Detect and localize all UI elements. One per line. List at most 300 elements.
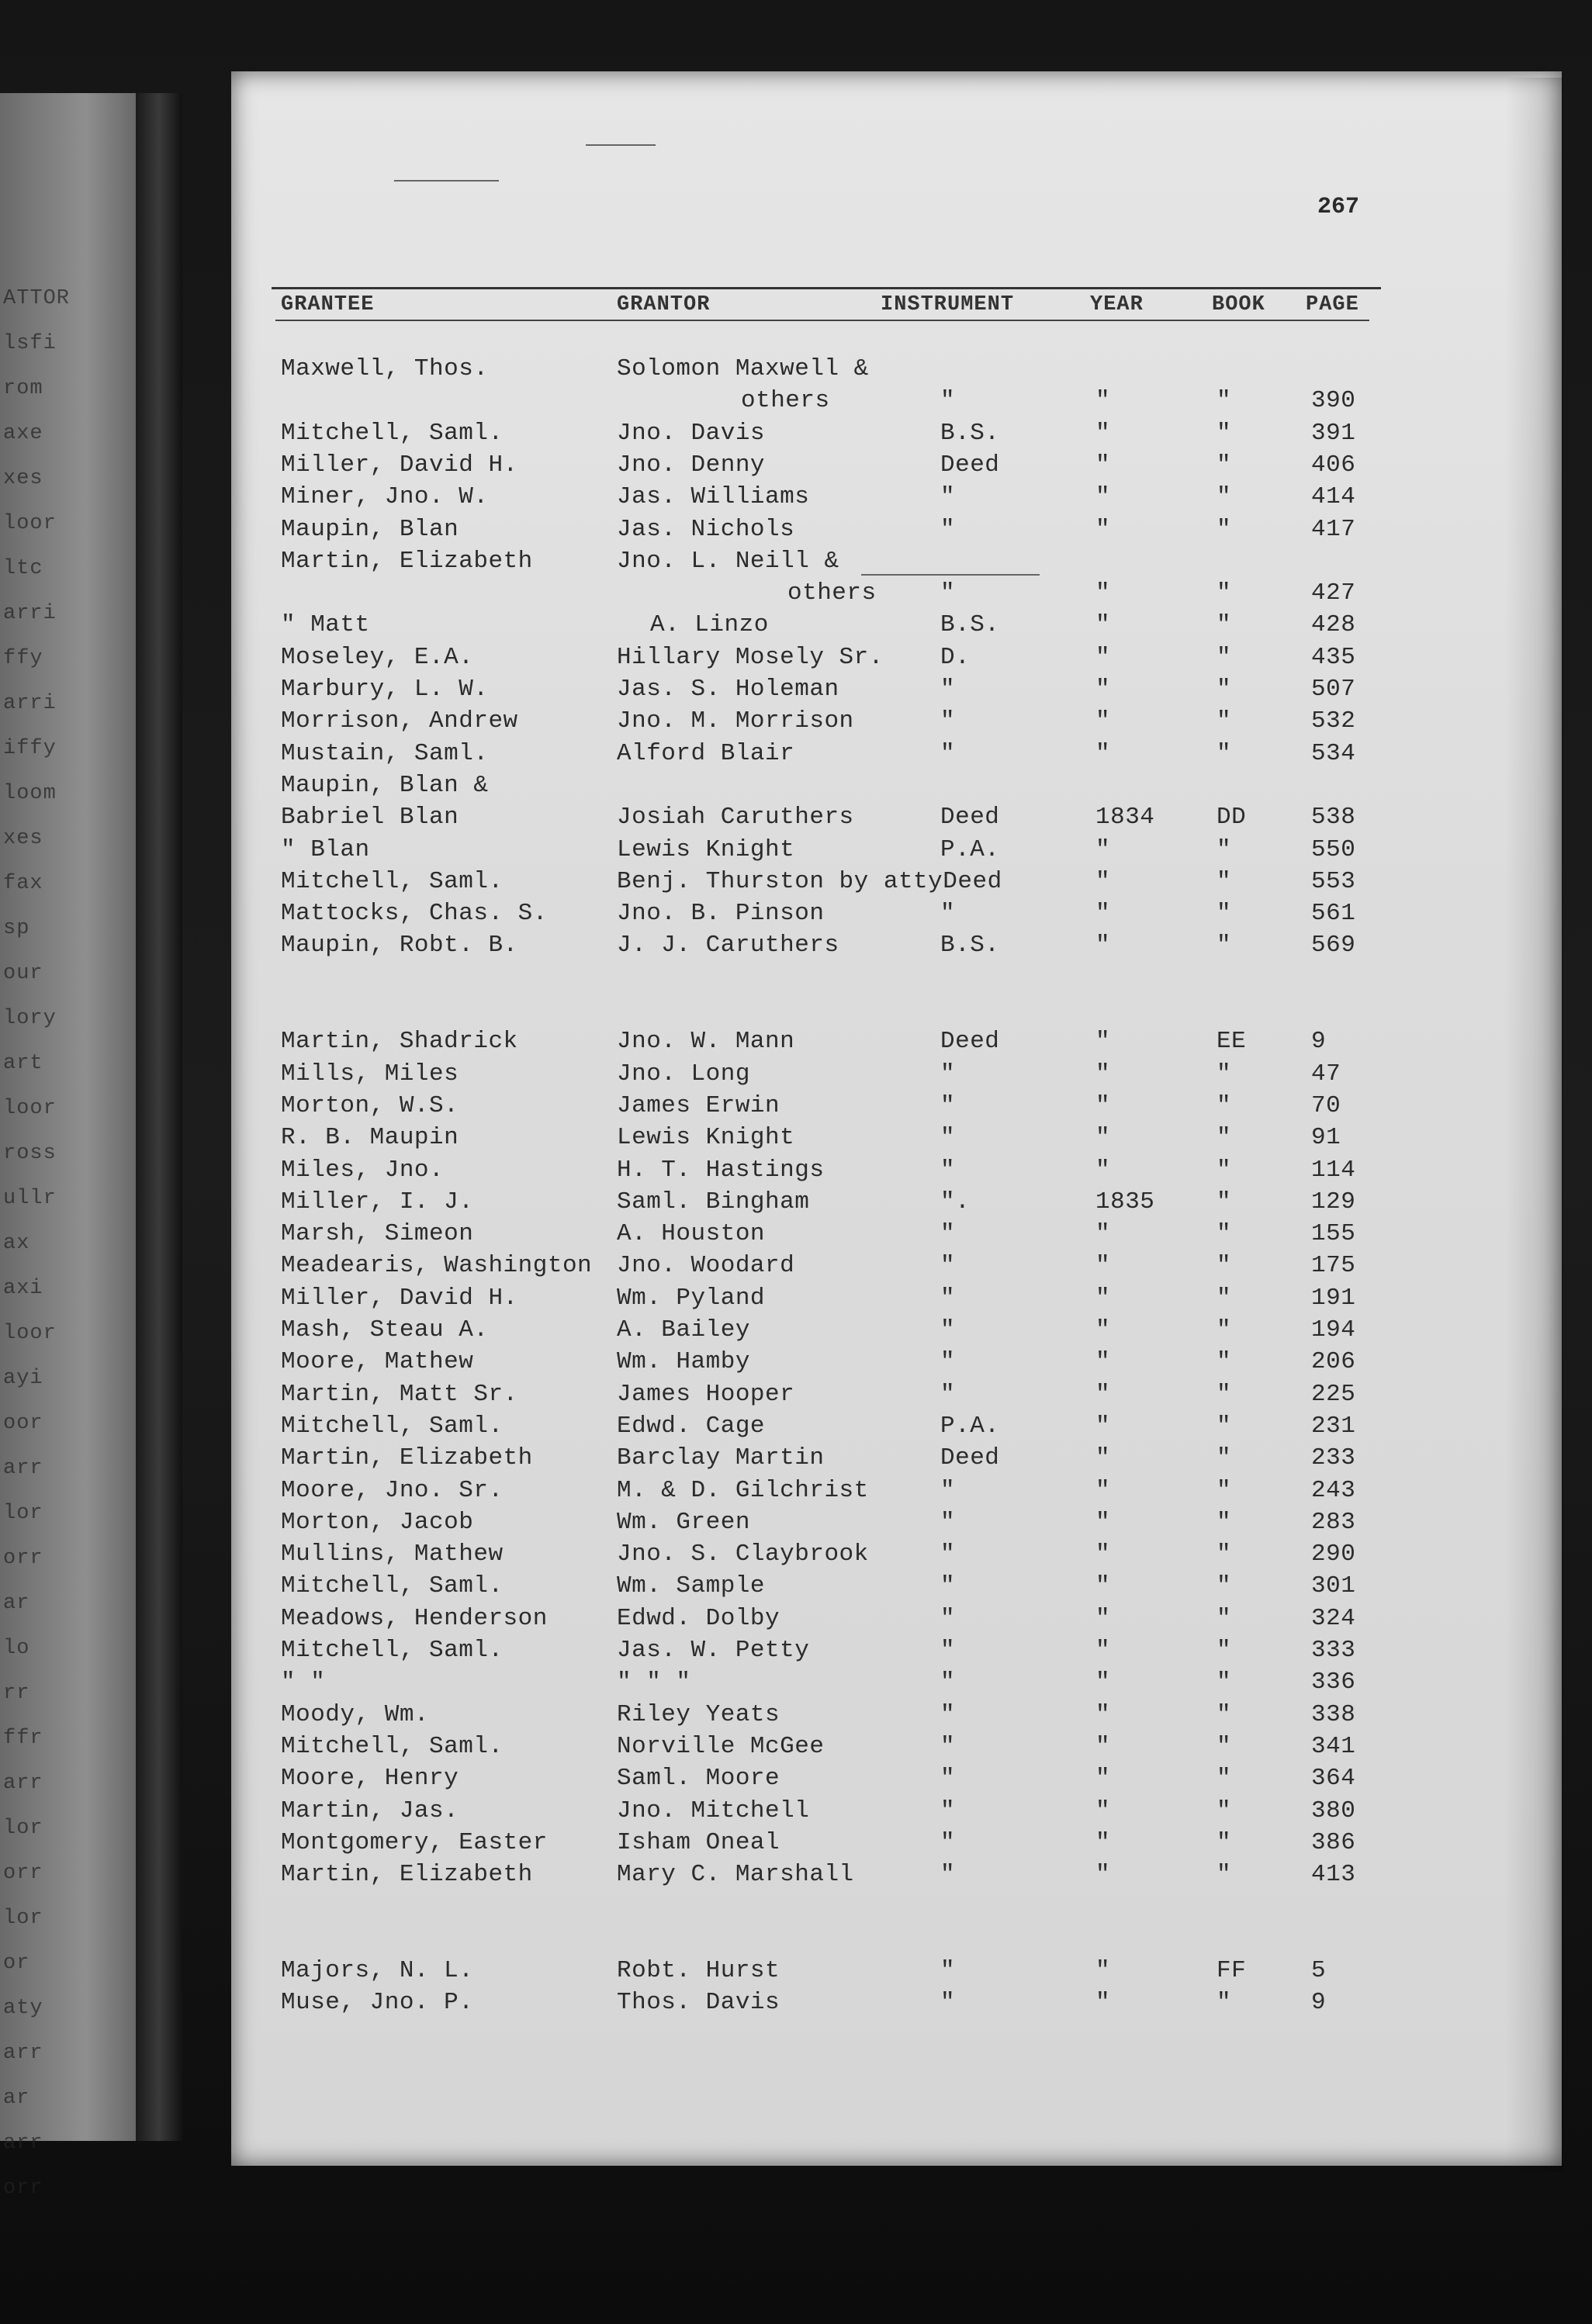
left-page-fragment: ayi [3,1367,43,1390]
left-page-fragment: axi [3,1277,43,1300]
cell-grantor: Jno. L. Neill & [617,548,839,575]
left-page-fragment: ATTOR [3,287,71,310]
cell-instrument: " [940,1252,956,1279]
cell-instrument: P.A. [940,836,1000,863]
cell-page: 364 [1311,1765,1356,1792]
cell-year: " [1095,1220,1111,1247]
cell-instrument: " [940,1637,956,1664]
cell-grantee: Maxwell, Thos. [281,355,489,382]
cell-book: " [1216,1572,1232,1599]
cell-book: " [1216,1060,1232,1088]
cell-book: " [1216,1124,1232,1151]
cell-year: " [1095,676,1111,703]
cell-grantor: Riley Yeats [617,1701,780,1728]
left-page-fragment: arr [3,2042,43,2065]
cell-year: " [1095,611,1111,638]
left-page-fragment: xes [3,467,43,490]
cell-instrument: " [940,1669,956,1696]
cell-year: " [1095,1285,1111,1312]
cell-year: " [1095,1861,1111,1888]
cell-year: " [1095,1957,1111,1984]
cell-grantor: Isham Oneal [617,1829,780,1856]
cell-grantee: Miles, Jno. [281,1157,445,1184]
cell-grantor: Josiah Caruthers [617,804,854,831]
cell-page: 231 [1311,1413,1356,1440]
cell-year: " [1095,1765,1111,1792]
left-page-fragment: loor [3,512,57,535]
column-header-book: BOOK [1212,293,1265,316]
cell-page: 428 [1311,611,1356,638]
cell-page: 243 [1311,1477,1356,1504]
cell-grantor: Edwd. Cage [617,1413,766,1440]
cell-instrument: " [940,1797,956,1824]
cell-book: " [1216,1605,1232,1632]
cell-book: " [1216,1637,1232,1664]
cell-year: " [1095,1477,1111,1504]
cell-book: " [1216,1413,1232,1440]
cell-page: 561 [1311,900,1356,927]
cell-grantee: Martin, Matt Sr. [281,1381,518,1408]
cell-book: " [1216,483,1232,510]
cell-grantee: Maupin, Robt. B. [281,932,518,959]
cell-book: " [1216,1701,1232,1728]
adjacent-page [0,93,155,2200]
cell-book: " [1216,1541,1232,1568]
cell-grantor: Jno. S. Claybrook [617,1541,869,1568]
cell-page: 413 [1311,1861,1356,1888]
cell-grantor: Wm. Green [617,1509,750,1536]
cell-book: " [1216,1381,1232,1408]
left-page-fragment: arri [3,692,57,715]
cell-instrument: " [940,483,956,510]
cell-page: 380 [1311,1797,1356,1824]
left-page-fragment: lory [3,1007,57,1030]
cell-instrument: B.S. [940,420,1000,447]
cell-page: 390 [1311,387,1356,414]
cell-instrument: " [940,1541,956,1568]
cell-grantor: A. Linzo [650,611,769,638]
cell-year: " [1095,1669,1111,1696]
cell-page: 114 [1311,1157,1356,1184]
column-header-grantee: GRANTEE [281,293,375,316]
cell-grantee: Morton, Jacob [281,1509,474,1536]
cell-year: " [1095,836,1111,863]
left-page-fragment: rr [3,1682,30,1705]
page-number: 267 [1317,194,1360,220]
cell-instrument: " [940,1477,956,1504]
cell-year: " [1095,1989,1111,2016]
column-header-year: YEAR [1090,293,1144,316]
cell-year: " [1095,1092,1111,1119]
cell-grantee: Miller, David H. [281,1285,518,1312]
cell-grantee: Montgomery, Easter [281,1829,548,1856]
left-page-fragment: lor [3,1502,43,1525]
cell-page: 155 [1311,1220,1356,1247]
cell-year: " [1095,1028,1111,1055]
left-page-fragment: orr [3,2177,43,2200]
cell-grantee: Moore, Mathew [281,1348,474,1375]
cell-grantee: Mattocks, Chas. S. [281,900,548,927]
cell-book: " [1216,644,1232,671]
cell-page: 538 [1311,804,1356,831]
cell-grantor: Lewis Knight [617,1124,795,1151]
cell-instrument: D. [940,644,971,671]
cell-grantee: Marsh, Simeon [281,1220,474,1247]
pen-stroke [861,574,1040,576]
book-gutter [136,93,182,2141]
left-page-fragment: orr [3,1547,43,1570]
cell-instrument: " [940,1957,956,1984]
cell-instrument: " [940,1861,956,1888]
cell-grantor: J. J. Caruthers [617,932,839,959]
cell-page: 414 [1311,483,1356,510]
cell-page: 532 [1311,707,1356,735]
cell-year: " [1095,932,1111,959]
cell-book: " [1216,1797,1232,1824]
cell-page: 233 [1311,1444,1356,1472]
cell-page: 338 [1311,1701,1356,1728]
cell-instrument: " [940,1829,956,1856]
cell-year: " [1095,1797,1111,1824]
cell-year: " [1095,1509,1111,1536]
left-page-fragment: lor [3,1907,43,1930]
cell-year: " [1095,1541,1111,1568]
cell-year: " [1095,868,1111,895]
cell-grantor: Wm. Hamby [617,1348,750,1375]
cell-book: " [1216,900,1232,927]
cell-grantee: Mullins, Mathew [281,1541,504,1568]
cell-page: 534 [1311,740,1356,767]
cell-page: 406 [1311,451,1356,479]
left-page-fragment: lor [3,1817,43,1840]
cell-grantor: James Hooper [617,1381,795,1408]
left-page-fragment: arr [3,1772,43,1795]
column-header-instrument: INSTRUMENT [881,293,1015,316]
cell-book: " [1216,420,1232,447]
cell-grantee: Mills, Miles [281,1060,459,1088]
cell-grantor: Wm. Pyland [617,1285,766,1312]
cell-page: 301 [1311,1572,1356,1599]
cell-instrument: " [940,1765,956,1792]
left-page-fragment: arr [3,2132,43,2155]
cell-grantor: Thos. Davis [617,1989,780,2016]
cell-book: " [1216,1477,1232,1504]
cell-grantor: Edwd. Dolby [617,1605,780,1632]
cell-instrument: " [940,1092,956,1119]
cell-year: " [1095,451,1111,479]
cell-instrument: " [940,740,956,767]
cell-grantor: Jno. B. Pinson [617,900,825,927]
left-page-fragment: fax [3,872,43,895]
cell-instrument: ". [940,1188,971,1216]
cell-year: 1834 [1095,804,1155,831]
cell-instrument: Deed [940,1028,1000,1055]
left-page-fragment: rom [3,377,43,400]
cell-grantor: Jno. M. Morrison [617,707,854,735]
cell-book: EE [1216,1028,1247,1055]
cell-book: " [1216,836,1232,863]
cell-year: " [1095,579,1111,607]
cell-instrument: " [940,1285,956,1312]
cell-grantee: Maupin, Blan [281,516,459,543]
left-page-fragment: art [3,1052,43,1075]
cell-book: " [1216,707,1232,735]
pen-stroke [394,180,499,182]
cell-year: " [1095,740,1111,767]
cell-page: 9 [1311,1028,1327,1055]
cell-year: " [1095,1572,1111,1599]
left-page-fragment: lo [3,1637,30,1660]
cell-page: 435 [1311,644,1356,671]
column-header-grantor: GRANTOR [617,293,711,316]
left-page-fragment: or [3,1952,30,1975]
cell-instrument: " [940,1605,956,1632]
cell-grantee: Mitchell, Saml. [281,420,504,447]
cell-grantee: Meadows, Henderson [281,1605,548,1632]
cell-year: " [1095,1157,1111,1184]
cell-instrument: Deed [940,1444,1000,1472]
cell-page: 553 [1311,868,1356,895]
cell-instrument: B.S. [940,932,1000,959]
cell-book: " [1216,579,1232,607]
cell-instrument: " [940,1701,956,1728]
cell-grantor: Jno. W. Mann [617,1028,795,1055]
cell-grantee: Miner, Jno. W. [281,483,489,510]
cell-year: " [1095,1701,1111,1728]
cell-grantee: Marbury, L. W. [281,676,489,703]
left-page-fragment: ullr [3,1187,57,1210]
cell-grantor: A. Bailey [617,1316,750,1344]
cell-book: " [1216,1765,1232,1792]
cell-grantor: Jas. W. Petty [617,1637,810,1664]
cell-page: 391 [1311,420,1356,447]
cell-grantor: others [741,387,830,414]
cell-grantor: Jas. Williams [617,483,810,510]
cell-grantee: Morton, W.S. [281,1092,459,1119]
cell-book: " [1216,1861,1232,1888]
cell-grantor: H. T. Hastings [617,1157,825,1184]
cell-grantor: Jas. Nichols [617,516,795,543]
cell-grantee: Mitchell, Saml. [281,1572,504,1599]
cell-year: " [1095,1605,1111,1632]
cell-page: 175 [1311,1252,1356,1279]
cell-instrument: Deed [940,804,1000,831]
header-bottom-rule [275,320,1369,321]
cell-grantee: Martin, Elizabeth [281,548,533,575]
cell-page: 550 [1311,836,1356,863]
cell-instrument: " [940,387,956,414]
cell-page: 70 [1311,1092,1341,1119]
cell-year: " [1095,1829,1111,1856]
cell-instrument: " [940,1509,956,1536]
left-page-fragment: our [3,962,43,985]
left-page-fragment: ross [3,1142,57,1165]
cell-instrument: " [940,1572,956,1599]
cell-grantor: M. & D. Gilchrist [617,1477,869,1504]
cell-instrument: " [940,1157,956,1184]
cell-book: " [1216,1316,1232,1344]
cell-grantee: Moody, Wm. [281,1701,430,1728]
left-page-fragment: ax [3,1232,30,1255]
left-page-fragment: ffr [3,1727,43,1750]
cell-grantor: James Erwin [617,1092,780,1119]
cell-page: 91 [1311,1124,1341,1151]
cell-year: " [1095,900,1111,927]
left-page-fragment: lsfi [3,332,57,355]
cell-grantor: Mary C. Marshall [617,1861,854,1888]
cell-year: " [1095,644,1111,671]
cell-year: " [1095,387,1111,414]
cell-grantor: Jno. Denny [617,451,766,479]
left-page-fragment: sp [3,917,30,940]
cell-grantor: Jno. Davis [617,420,766,447]
column-header-page: PAGE [1306,293,1359,316]
cell-grantor: Barclay Martin [617,1444,825,1472]
cell-grantor: Norville McGee [617,1733,825,1760]
cell-book: " [1216,387,1232,414]
cell-grantor: Jno. Woodard [617,1252,795,1279]
cell-instrument: " [940,900,956,927]
cell-book: " [1216,1252,1232,1279]
cell-page: 336 [1311,1669,1356,1696]
cell-grantee: Majors, N. L. [281,1957,474,1984]
pen-stroke [586,144,656,146]
cell-book: " [1216,1157,1232,1184]
cell-page: 507 [1311,676,1356,703]
cell-year: " [1095,1348,1111,1375]
cell-book: " [1216,1220,1232,1247]
cell-grantor: Alford Blair [617,740,795,767]
left-page-fragment: orr [3,1862,43,1885]
left-page-fragment: oor [3,1412,43,1435]
cell-book: " [1216,740,1232,767]
cell-instrument: B.S. [940,611,1000,638]
cell-page: 5 [1311,1957,1327,1984]
cell-page: 191 [1311,1285,1356,1312]
cell-grantee: " Matt [281,611,370,638]
cell-instrument: " [940,1220,956,1247]
cell-year: " [1095,1252,1111,1279]
cell-grantee: Miller, David H. [281,451,518,479]
left-page-fragment: loor [3,1322,57,1345]
cell-grantee: Mash, Steau A. [281,1316,489,1344]
cell-page: 417 [1311,516,1356,543]
cell-instrument: " [940,676,956,703]
cell-year: " [1095,1444,1111,1472]
cell-book: " [1216,516,1232,543]
cell-grantor: " " " [617,1669,691,1696]
cell-instrument: " [940,1989,956,2016]
cell-grantee: Mitchell, Saml. [281,868,504,895]
cell-book: " [1216,932,1232,959]
cell-page: 194 [1311,1316,1356,1344]
cell-grantee: Moore, Henry [281,1765,459,1792]
cell-book: " [1216,1348,1232,1375]
cell-year: " [1095,1381,1111,1408]
cell-grantee: " Blan [281,836,370,863]
cell-book: " [1216,1285,1232,1312]
cell-book: " [1216,451,1232,479]
cell-grantee: Meadearis, Washington [281,1252,593,1279]
cell-book: " [1216,1829,1232,1856]
left-page-fragment: xes [3,827,43,850]
cell-instrument: P.A. [940,1413,1000,1440]
left-page-fragment: iffy [3,737,57,760]
cell-instrument: Deed [940,451,1000,479]
left-page-fragment: loor [3,1097,57,1120]
cell-grantee: Moore, Jno. Sr. [281,1477,504,1504]
cell-page: 225 [1311,1381,1356,1408]
cell-instrument: " [940,1733,956,1760]
cell-grantee: Moseley, E.A. [281,644,474,671]
cell-page: 47 [1311,1060,1341,1088]
cell-book: " [1216,1669,1232,1696]
cell-instrument: " [940,579,956,607]
cell-grantee: Martin, Elizabeth [281,1861,533,1888]
cell-grantor: Solomon Maxwell & [617,355,869,382]
left-page-fragment: aty [3,1997,43,2020]
cell-grantor: others [787,579,877,607]
left-page-fragment: ar [3,1592,30,1615]
cell-grantee: Martin, Jas. [281,1797,459,1824]
cell-year: " [1095,1413,1111,1440]
cell-year: 1835 [1095,1188,1155,1216]
cell-year: " [1095,1124,1111,1151]
cell-book: " [1216,1733,1232,1760]
cell-page: 290 [1311,1541,1356,1568]
cell-instrument: " [940,516,956,543]
cell-grantee: " " [281,1669,326,1696]
cell-grantor: A. Houston [617,1220,766,1247]
cell-year: " [1095,1733,1111,1760]
cell-year: " [1095,483,1111,510]
header-top-rule [272,287,1381,289]
cell-page: 427 [1311,579,1356,607]
cell-grantee: Babriel Blan [281,804,459,831]
cell-grantor: Hillary Mosely Sr. [617,644,884,671]
cell-instrument: " [940,1381,956,1408]
cell-book: FF [1216,1957,1247,1984]
left-page-fragment: ffy [3,647,43,670]
cell-page: 206 [1311,1348,1356,1375]
cell-grantor: Saml. Moore [617,1765,780,1792]
cell-book: " [1216,1188,1232,1216]
cell-page: 341 [1311,1733,1356,1760]
cell-instrument: " [940,1060,956,1088]
cell-book: " [1216,1444,1232,1472]
left-page-fragment: axe [3,422,43,445]
cell-grantor: Benj. Thurston by attyDeed [617,868,1002,895]
cell-instrument: " [940,1348,956,1375]
cell-page: 333 [1311,1637,1356,1664]
cell-year: " [1095,420,1111,447]
cell-grantee: Mitchell, Saml. [281,1637,504,1664]
cell-year: " [1095,1060,1111,1088]
page-edge-shadow [1505,78,1563,2172]
left-page-fragment: arri [3,602,57,625]
cell-instrument: " [940,1316,956,1344]
cell-grantee: Mitchell, Saml. [281,1733,504,1760]
cell-grantor: Robt. Hurst [617,1957,780,1984]
cell-page: 386 [1311,1829,1356,1856]
cell-page: 283 [1311,1509,1356,1536]
cell-grantee: Martin, Shadrick [281,1028,518,1055]
cell-grantee: Mustain, Saml. [281,740,489,767]
cell-grantee: Maupin, Blan & [281,772,489,799]
cell-page: 129 [1311,1188,1356,1216]
cell-page: 569 [1311,932,1356,959]
cell-book: " [1216,611,1232,638]
